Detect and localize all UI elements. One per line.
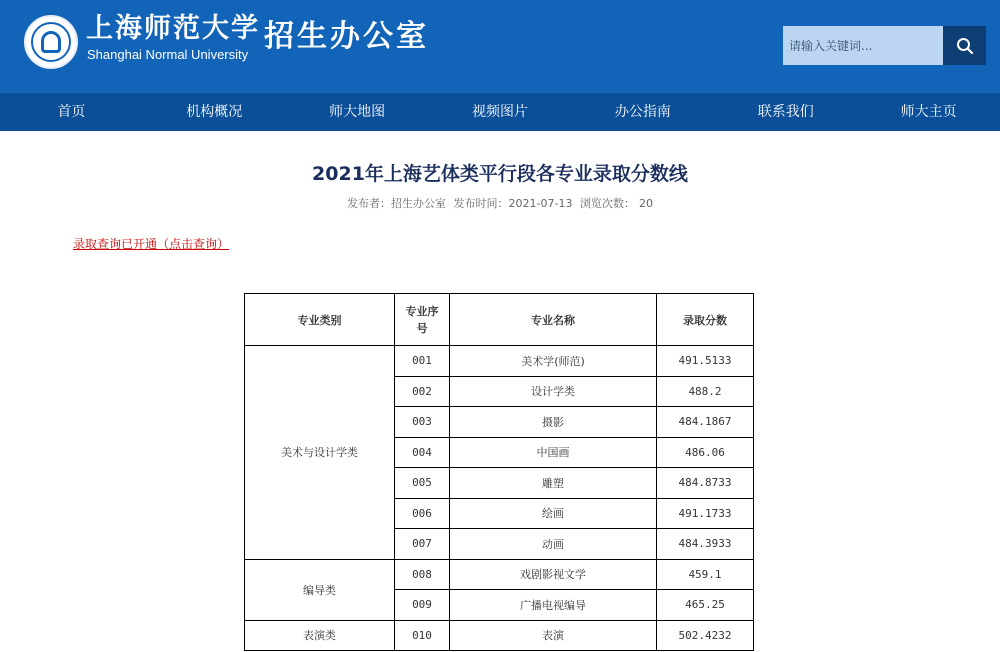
col-header-code-text: 专业序号 [405, 304, 439, 335]
table-row [245, 559, 754, 590]
major-name: 表演 [450, 620, 657, 651]
major-name: 摄影 [450, 407, 657, 438]
major-score: 488.2 [657, 376, 754, 407]
site-header [0, 0, 1000, 93]
category-cell: 表演类 [245, 620, 395, 651]
major-name: 绘画 [450, 498, 657, 529]
major-code: 002 [395, 376, 450, 407]
major-score: 491.5133 [657, 346, 754, 377]
major-name: 雕塑 [450, 468, 657, 499]
nav-item-homepage[interactable]: 师大主页 [900, 104, 957, 120]
major-score: 465.25 [657, 590, 754, 621]
col-header-category: 专业类别 [245, 294, 395, 346]
category-cell: 美术与设计学类 [245, 346, 395, 560]
major-score: 459.1 [657, 559, 754, 590]
major-code: 001 [395, 346, 450, 377]
article-meta [0, 197, 1000, 211]
article-title: 2021年上海艺体类平行段各专业录取分数线 [312, 163, 688, 185]
views-count: 20 [638, 197, 653, 210]
major-code: 006 [395, 498, 450, 529]
category-cell: 编导类 [245, 559, 395, 620]
major-name: 戏剧影视文学 [450, 559, 657, 590]
major-name: 动画 [450, 529, 657, 560]
views-label: 浏览次数： [579, 197, 635, 210]
major-name: 广播电视编导 [450, 590, 657, 621]
col-header-score: 录取分数 [657, 294, 754, 346]
table-row [245, 346, 754, 377]
office-title: 招生办公室 [264, 19, 429, 54]
major-code: 003 [395, 407, 450, 438]
publish-date: 发布时间：2021-07-13 [453, 197, 573, 210]
major-code: 009 [395, 590, 450, 621]
main-nav [0, 93, 1000, 131]
nav-item-media[interactable]: 视频图片 [472, 104, 528, 120]
search-icon [956, 37, 974, 55]
major-score: 491.1733 [657, 498, 754, 529]
major-score: 484.8733 [657, 468, 754, 499]
university-name-en[interactable]: Shanghai Normal University [87, 47, 249, 62]
major-score: 484.1867 [657, 407, 754, 438]
nav-item-map[interactable]: 师大地图 [329, 104, 386, 120]
nav-item-about[interactable]: 机构概况 [186, 104, 243, 120]
major-code: 007 [395, 529, 450, 560]
major-name: 中国画 [450, 437, 657, 468]
search-input[interactable] [783, 26, 943, 65]
nav-item-contact[interactable]: 联系我们 [757, 104, 814, 120]
col-header-code [395, 294, 450, 346]
nav-item-home[interactable]: 首页 [57, 104, 86, 120]
score-table [244, 293, 754, 651]
major-score: 484.3933 [657, 529, 754, 560]
major-name: 美术学(师范) [450, 346, 657, 377]
col-header-name: 专业名称 [450, 294, 657, 346]
table-row [245, 620, 754, 651]
table-header-row [245, 294, 754, 346]
search-button[interactable] [943, 26, 986, 65]
major-code: 005 [395, 468, 450, 499]
major-code: 004 [395, 437, 450, 468]
major-code: 010 [395, 620, 450, 651]
major-name: 设计学类 [450, 376, 657, 407]
publisher: 发布者：招生办公室 [347, 197, 447, 210]
major-code: 008 [395, 559, 450, 590]
admission-query-link[interactable]: 录取查询已开通（点击查询） [73, 237, 230, 251]
major-score: 502.4232 [657, 620, 754, 651]
nav-item-guide[interactable]: 办公指南 [614, 104, 671, 120]
university-name-cn[interactable]: 上海师范大学 [86, 13, 260, 44]
university-seal-icon[interactable] [24, 15, 78, 69]
major-score: 486.06 [657, 437, 754, 468]
